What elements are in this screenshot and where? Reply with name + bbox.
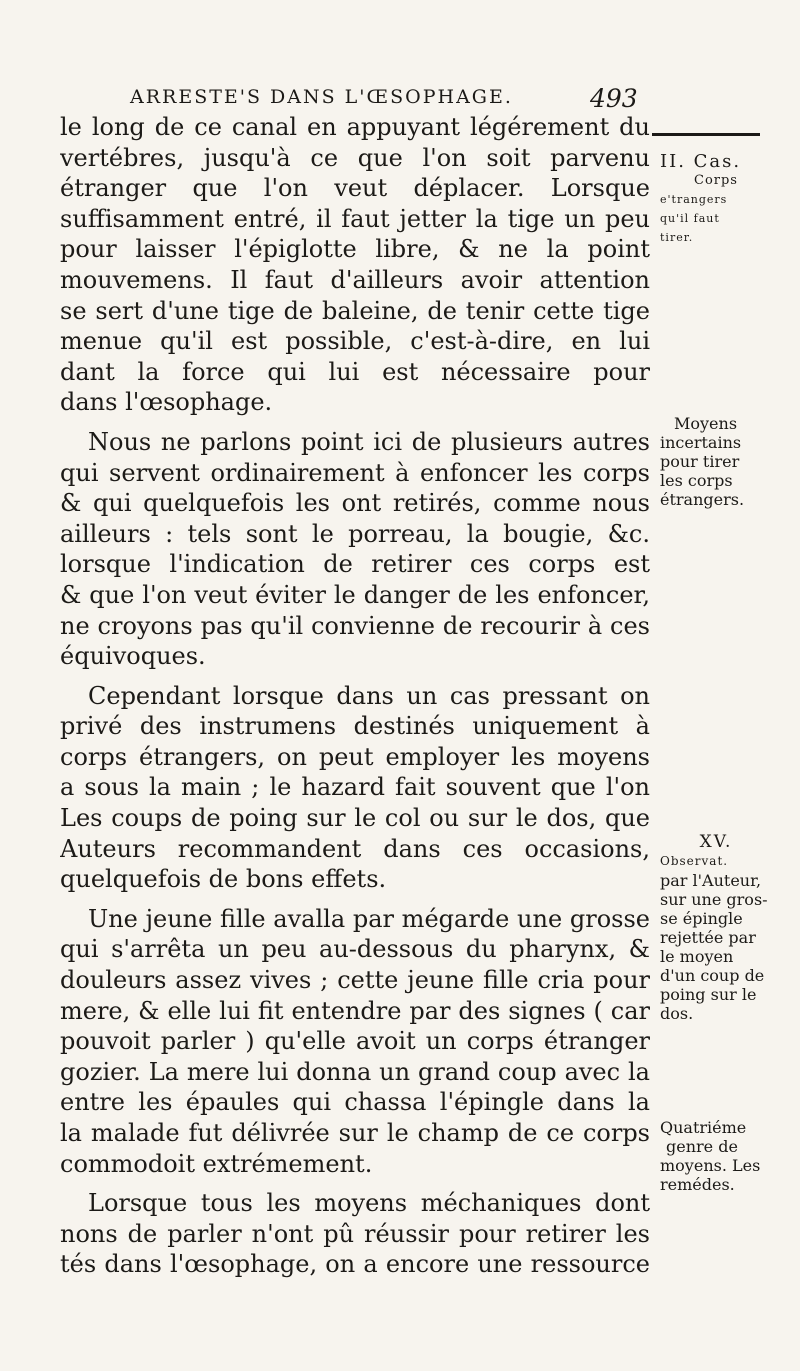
- margin-note-line: rejettée par: [660, 928, 756, 947]
- text-line: ne croyons pas qu'il convienne de recourir à ces: [60, 611, 650, 640]
- text-line: Nous ne parlons point ici de plusieurs autres: [88, 427, 650, 456]
- text-line: mere, & elle lui fit entendre par des signes ( car: [60, 996, 650, 1025]
- margin-note-fourth-kind: [660, 1118, 772, 1194]
- margin-note-line: sur une gros-: [660, 890, 768, 909]
- text-line: corps étrangers, on peut employer les moyens: [60, 742, 650, 771]
- running-head: ARRESTE'S DANS L'ŒSOPHAGE.: [130, 86, 513, 108]
- text-line: a sous la main ; le hazard fait souvent que l'on: [60, 773, 650, 802]
- text-line: Auteurs recommandent dans ces occasions,: [60, 834, 650, 863]
- paragraph-3: [60, 681, 650, 895]
- margin-note-line: qu'il faut: [660, 212, 720, 225]
- body-text: [60, 112, 650, 1280]
- text-line: Une jeune fille avalla par mégarde une grosse: [88, 904, 650, 933]
- text-line: pouvoit parler ) qu'elle avoit un corps étranger: [60, 1027, 650, 1056]
- text-line: ailleurs : tels sont le porreau, la bougie, &c.: [60, 519, 650, 548]
- text-line: se sert d'une tige de baleine, de tenir cette tige: [60, 296, 650, 325]
- margin-note-line: par l'Auteur,: [660, 871, 762, 890]
- margin-note-line: d'un coup de: [660, 966, 765, 985]
- margin-note-line: le moyen: [660, 947, 734, 966]
- text-line: nons de parler n'ont pû réussir pour retirer les: [60, 1219, 650, 1248]
- text-line: menue qu'il est possible, c'est-à-dire, en lui: [60, 327, 650, 356]
- margin-note-line: moyens. Les: [660, 1156, 761, 1175]
- text-line: tés dans l'œsophage, on a encore une ressource: [60, 1250, 650, 1279]
- text-line: Lorsque tous les moyens méchaniques dont: [88, 1189, 650, 1218]
- margin-note-line: Observat.: [660, 854, 729, 868]
- text-line: commodoit extrémement.: [60, 1149, 373, 1178]
- text-line: le long de ce canal en appuyant légérement du: [60, 113, 650, 141]
- margin-rule: [652, 133, 760, 136]
- margin-note-line: Corps: [694, 173, 738, 188]
- margin-note-line: remédes.: [660, 1175, 735, 1194]
- text-line: dant la force qui lui est nécessaire pour: [60, 357, 650, 386]
- margin-note-line: genre de: [666, 1137, 738, 1156]
- text-line: qui s'arrêta un peu au-dessous du pharynx, &: [60, 935, 650, 964]
- margin-note-line: poing sur le: [660, 985, 757, 1004]
- paragraph-4: [60, 904, 650, 1179]
- text-line: la malade fut délivrée sur le champ de ce corps: [60, 1119, 650, 1147]
- paragraph-2: [60, 427, 650, 672]
- text-line: & que l'on veut éviter le danger de les enfoncer,: [60, 580, 650, 609]
- margin-note-line: tirer.: [660, 231, 694, 244]
- margin-note-line: Quatriéme: [660, 1118, 747, 1137]
- margin-note-line: II. Cas.: [660, 151, 742, 172]
- text-line: vertébres, jusqu'à ce que l'on soit parvenu: [60, 143, 650, 172]
- text-line: équivoques.: [60, 642, 206, 671]
- margin-note-uncertain-means: [660, 414, 772, 509]
- paragraph-5: [60, 1188, 650, 1280]
- text-line: & qui quelquefois les ont retirés, comme nous: [60, 489, 650, 518]
- margin-note-line: se épingle: [660, 909, 743, 928]
- text-line: mouvemens. Il faut d'ailleurs avoir attention: [60, 265, 650, 294]
- margin-note-line: XV.: [699, 832, 733, 852]
- margin-note-line: pour tirer: [660, 452, 740, 471]
- text-line: qui servent ordinairement à enfoncer les corps: [60, 458, 650, 487]
- text-line: privé des instrumens destinés uniquement à: [60, 712, 650, 741]
- margin-note-line: incertains: [660, 433, 742, 452]
- margin-note-case-2: [660, 152, 772, 247]
- margin-note-line: e'trangers: [660, 193, 728, 206]
- text-line: entre les épaules qui chassa l'épingle dans la: [60, 1088, 650, 1117]
- text-line: pour laisser l'épiglotte libre, & ne la point: [60, 235, 650, 264]
- text-line: lorsque l'indication de retirer ces corps est: [60, 550, 650, 579]
- margin-note-line: Moyens: [674, 414, 738, 433]
- margin-note-line: les corps: [660, 471, 733, 490]
- text-line: étranger que l'on veut déplacer. Lorsque: [60, 174, 650, 203]
- margin-note-line: dos.: [660, 1004, 694, 1023]
- text-line: quelquefois de bons effets.: [60, 865, 387, 894]
- text-line: Les coups de poing sur le col ou sur le dos, que: [60, 804, 650, 833]
- paragraph-1: [60, 112, 650, 418]
- text-line: gozier. La mere lui donna un grand coup avec la: [60, 1057, 650, 1086]
- margin-note-line: étrangers.: [660, 490, 745, 509]
- text-line: suffisamment entré, il faut jetter la tige un peu: [60, 204, 650, 233]
- text-line: dans l'œsophage.: [60, 388, 273, 417]
- margin-note-observation-xv: [660, 833, 772, 1023]
- text-line: Cependant lorsque dans un cas pressant on: [88, 681, 650, 710]
- text-line: douleurs assez vives ; cette jeune fille cria pour: [60, 966, 650, 995]
- page-number: 493: [590, 84, 638, 113]
